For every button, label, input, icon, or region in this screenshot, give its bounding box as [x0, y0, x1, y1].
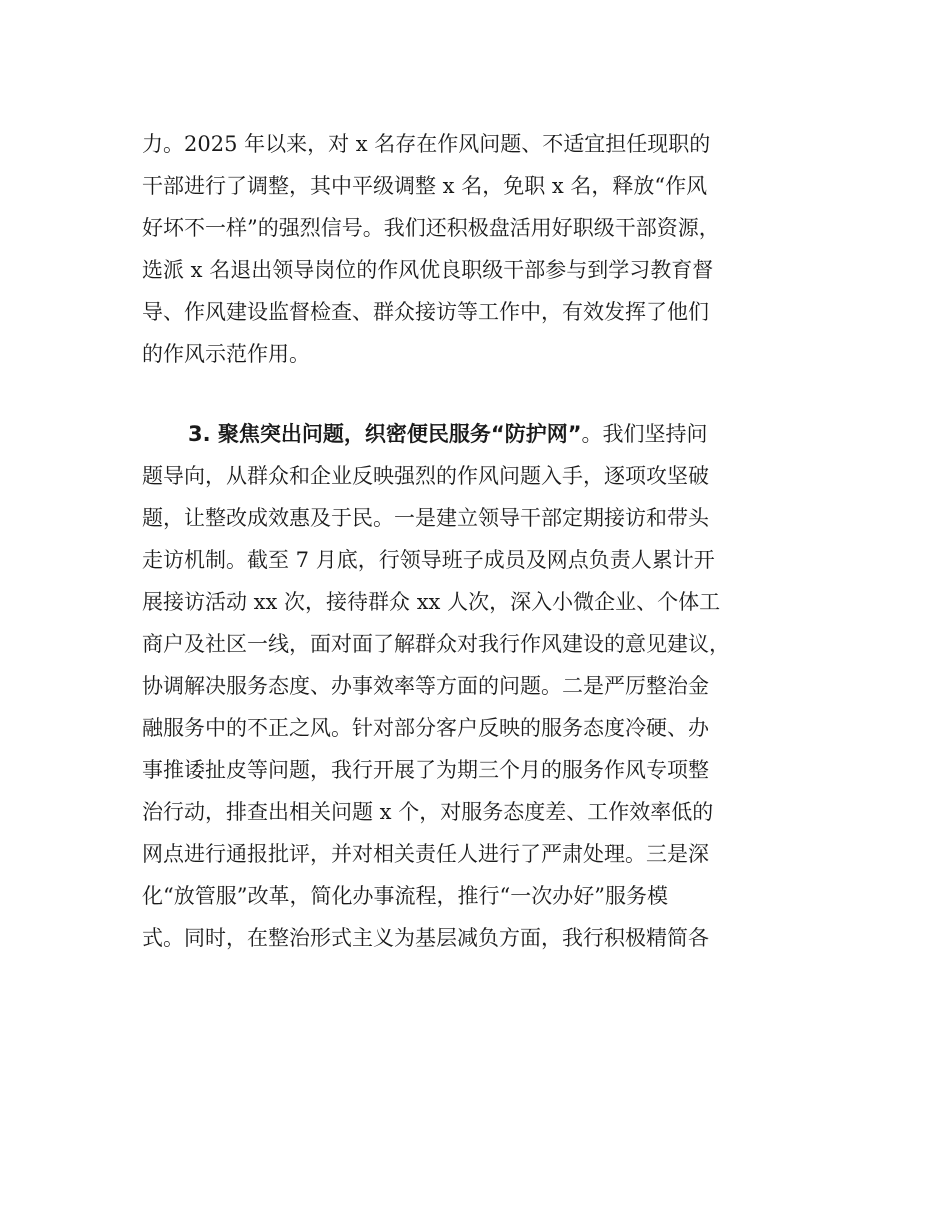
- paragraph-2-line-6: 商户及社区一线，面对面了解群众对我行作风建设的意见建议，: [142, 632, 730, 656]
- paragraph-1-line-2: 干部进行了调整，其中平级调整 x 名，免职 x 名，释放“作风: [142, 174, 708, 198]
- paragraph-1-line-6: 的作风示范作用。: [142, 342, 310, 366]
- paragraph-2-line-2: 题导向，从群众和企业反映强烈的作风问题入手，逐项攻坚破: [142, 464, 709, 488]
- paragraph-2-line-10: 治行动，排查出相关问题 x 个，对服务态度差、工作效率低的: [142, 800, 714, 824]
- paragraph-2-line-1: [188, 412, 708, 456]
- paragraph-2-line-9: 事推诿扯皮等问题，我行开展了为期三个月的服务作风专项整: [142, 758, 709, 782]
- paragraph-2-line-5: 展接访活动 xx 次，接待群众 xx 人次，深入小微企业、个体工: [142, 590, 721, 614]
- paragraph-2-line-8: 融服务中的不正之风。针对部分客户反映的服务态度冷硬、办: [142, 716, 709, 740]
- section-heading: 3. 聚焦突出问题，织密便民服务“防护网”: [188, 422, 582, 446]
- paragraph-2-line-11: 网点进行通报批评，并对相关责任人进行了严肃处理。三是深: [142, 842, 709, 866]
- paragraph-2-line-13: 式。同时，在整治形式主义为基层减负方面，我行积极精简各: [142, 926, 709, 950]
- paragraph-1-line-3: 好坏不一样”的强烈信号。我们还积极盘活用好职级干部资源，: [142, 216, 720, 240]
- paragraph-1-line-1: 力。2025 年以来，对 x 名存在作风问题、不适宜担任现职的: [142, 132, 711, 156]
- paragraph-2-line-4: 走访机制。截至 7 月底，行领导班子成员及网点负责人累计开: [142, 548, 715, 572]
- paragraph-2-line-12: 化“放管服”改革，简化办事流程，推行“一次办好”服务模: [142, 884, 668, 908]
- paragraph-1-line-4: 选派 x 名退出领导岗位的作风优良职级干部参与到学习教育督: [142, 258, 714, 282]
- paragraph-2-line-3: 题，让整改成效惠及于民。一是建立领导干部定期接访和带头: [142, 506, 709, 530]
- paragraph-2-line-1-rest: 。我们坚持问: [581, 422, 708, 446]
- paragraph-2-line-7: 协调解决服务态度、办事效率等方面的问题。二是严厉整治金: [142, 674, 709, 698]
- paragraph-1-line-5: 导、作风建设监督检查、群众接访等工作中，有效发挥了他们: [142, 300, 709, 324]
